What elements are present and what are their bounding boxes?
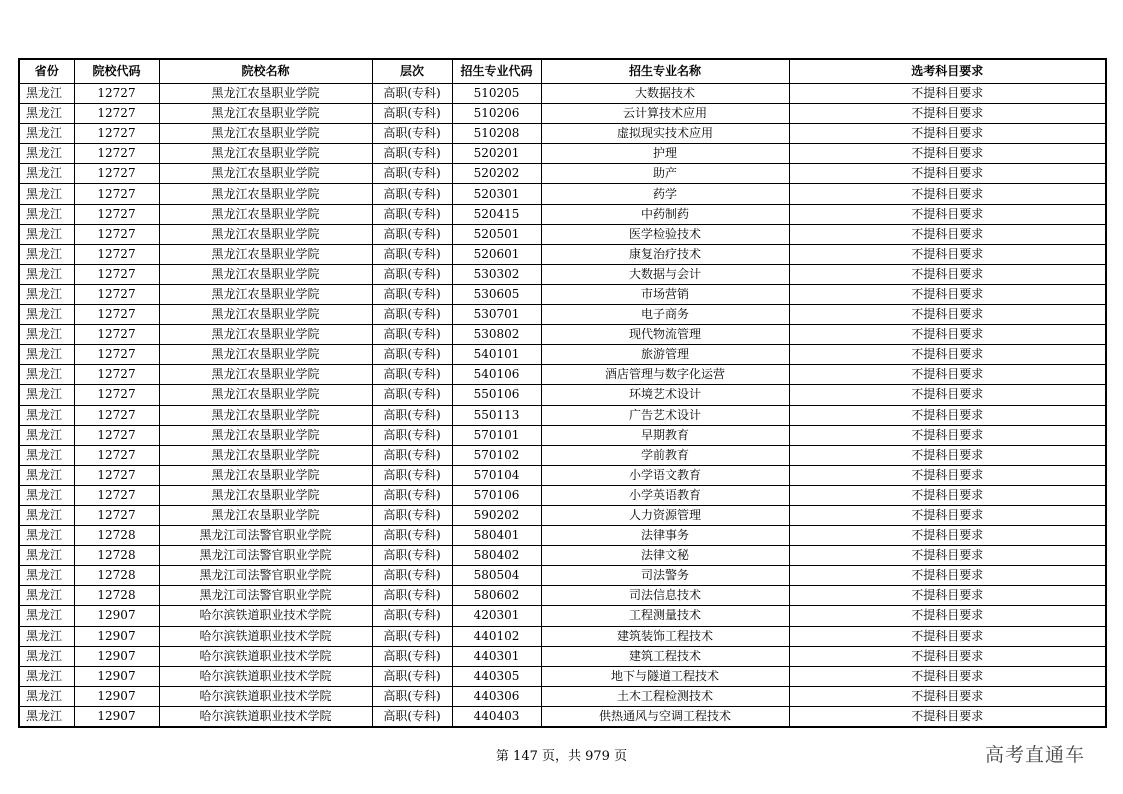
cell-subject-requirement: 不提科目要求	[789, 706, 1106, 727]
cell-school-name: 黑龙江农垦职业学院	[159, 244, 372, 264]
cell-major-code: 580504	[452, 566, 541, 586]
cell-major-code: 520501	[452, 224, 541, 244]
cell-major-name: 司法信息技术	[541, 586, 789, 606]
cell-school-name: 黑龙江农垦职业学院	[159, 144, 372, 164]
cell-major-code: 510208	[452, 124, 541, 144]
cell-level: 高职(专科)	[372, 646, 452, 666]
cell-province: 黑龙江	[19, 706, 74, 727]
cell-school-code: 12727	[74, 144, 159, 164]
cell-subject-requirement: 不提科目要求	[789, 305, 1106, 325]
cell-school-code: 12728	[74, 546, 159, 566]
cell-school-code: 12728	[74, 586, 159, 606]
cell-major-name: 护理	[541, 144, 789, 164]
cell-major-name: 广告艺术设计	[541, 405, 789, 425]
cell-school-code: 12907	[74, 646, 159, 666]
table-row	[19, 566, 1106, 586]
cell-province: 黑龙江	[19, 445, 74, 465]
cell-major-code: 530605	[452, 284, 541, 304]
cell-level: 高职(专科)	[372, 224, 452, 244]
cell-school-name: 哈尔滨铁道职业技术学院	[159, 666, 372, 686]
cell-subject-requirement: 不提科目要求	[789, 626, 1106, 646]
cell-level: 高职(专科)	[372, 264, 452, 284]
cell-level: 高职(专科)	[372, 385, 452, 405]
cell-level: 高职(专科)	[372, 526, 452, 546]
cell-level: 高职(专科)	[372, 164, 452, 184]
cell-subject-requirement: 不提科目要求	[789, 184, 1106, 204]
table-row	[19, 626, 1106, 646]
header-row	[19, 59, 1106, 84]
cell-school-code: 12727	[74, 345, 159, 365]
table-row	[19, 224, 1106, 244]
cell-school-code: 12727	[74, 84, 159, 104]
cell-province: 黑龙江	[19, 566, 74, 586]
cell-major-code: 570102	[452, 445, 541, 465]
page-number: 第 147 页，共 979 页	[495, 749, 628, 764]
cell-major-name: 大数据与会计	[541, 264, 789, 284]
cell-school-code: 12728	[74, 566, 159, 586]
cell-major-code: 440102	[452, 626, 541, 646]
cell-school-code: 12727	[74, 465, 159, 485]
table-row	[19, 144, 1106, 164]
cell-level: 高职(专科)	[372, 305, 452, 325]
cell-level: 高职(专科)	[372, 405, 452, 425]
table-row	[19, 606, 1106, 626]
cell-major-code: 570106	[452, 485, 541, 505]
cell-subject-requirement: 不提科目要求	[789, 546, 1106, 566]
cell-school-code: 12727	[74, 325, 159, 345]
cell-subject-requirement: 不提科目要求	[789, 345, 1106, 365]
cell-province: 黑龙江	[19, 244, 74, 264]
cell-subject-requirement: 不提科目要求	[789, 566, 1106, 586]
table-row	[19, 204, 1106, 224]
cell-province: 黑龙江	[19, 124, 74, 144]
cell-level: 高职(专科)	[372, 284, 452, 304]
cell-level: 高职(专科)	[372, 425, 452, 445]
cell-level: 高职(专科)	[372, 706, 452, 727]
cell-school-code: 12727	[74, 124, 159, 144]
cell-major-code: 440403	[452, 706, 541, 727]
cell-major-name: 小学英语教育	[541, 485, 789, 505]
table-row	[19, 305, 1106, 325]
cell-school-code: 12727	[74, 284, 159, 304]
cell-major-name: 建筑工程技术	[541, 646, 789, 666]
cell-school-code: 12727	[74, 164, 159, 184]
table-row	[19, 646, 1106, 666]
cell-province: 黑龙江	[19, 264, 74, 284]
cell-level: 高职(专科)	[372, 626, 452, 646]
cell-school-name: 黑龙江农垦职业学院	[159, 405, 372, 425]
cell-level: 高职(专科)	[372, 144, 452, 164]
cell-school-code: 12727	[74, 224, 159, 244]
cell-subject-requirement: 不提科目要求	[789, 84, 1106, 104]
cell-major-code: 520601	[452, 244, 541, 264]
cell-major-code: 510206	[452, 104, 541, 124]
cell-school-name: 黑龙江司法警官职业学院	[159, 566, 372, 586]
table-row	[19, 425, 1106, 445]
cell-major-code: 440305	[452, 666, 541, 686]
cell-level: 高职(专科)	[372, 104, 452, 124]
cell-subject-requirement: 不提科目要求	[789, 224, 1106, 244]
cell-major-code: 550106	[452, 385, 541, 405]
cell-school-code: 12907	[74, 606, 159, 626]
table-row	[19, 124, 1106, 144]
cell-major-code: 520202	[452, 164, 541, 184]
cell-subject-requirement: 不提科目要求	[789, 445, 1106, 465]
cell-province: 黑龙江	[19, 465, 74, 485]
cell-level: 高职(专科)	[372, 586, 452, 606]
cell-major-name: 司法警务	[541, 566, 789, 586]
cell-school-code: 12727	[74, 365, 159, 385]
cell-subject-requirement: 不提科目要求	[789, 104, 1106, 124]
cell-school-code: 12727	[74, 264, 159, 284]
cell-subject-requirement: 不提科目要求	[789, 586, 1106, 606]
cell-level: 高职(专科)	[372, 566, 452, 586]
cell-major-name: 酒店管理与数字化运营	[541, 365, 789, 385]
cell-subject-requirement: 不提科目要求	[789, 365, 1106, 385]
cell-province: 黑龙江	[19, 485, 74, 505]
header-school-name: 院校名称	[159, 59, 372, 84]
cell-school-code: 12727	[74, 184, 159, 204]
table-row	[19, 485, 1106, 505]
table-row	[19, 284, 1106, 304]
cell-school-name: 黑龙江司法警官职业学院	[159, 586, 372, 606]
cell-subject-requirement: 不提科目要求	[789, 385, 1106, 405]
table-row	[19, 586, 1106, 606]
cell-major-name: 医学检验技术	[541, 224, 789, 244]
cell-province: 黑龙江	[19, 505, 74, 525]
cell-school-name: 黑龙江农垦职业学院	[159, 164, 372, 184]
cell-province: 黑龙江	[19, 164, 74, 184]
cell-school-code: 12727	[74, 385, 159, 405]
cell-major-name: 早期教育	[541, 425, 789, 445]
cell-subject-requirement: 不提科目要求	[789, 646, 1106, 666]
table-row	[19, 244, 1106, 264]
table-row	[19, 445, 1106, 465]
cell-major-code: 550113	[452, 405, 541, 425]
cell-school-name: 黑龙江农垦职业学院	[159, 305, 372, 325]
cell-school-code: 12907	[74, 666, 159, 686]
cell-major-name: 市场营销	[541, 284, 789, 304]
cell-level: 高职(专科)	[372, 666, 452, 686]
cell-level: 高职(专科)	[372, 124, 452, 144]
cell-major-name: 法律事务	[541, 526, 789, 546]
cell-major-code: 520415	[452, 204, 541, 224]
cell-level: 高职(专科)	[372, 546, 452, 566]
cell-school-name: 哈尔滨铁道职业技术学院	[159, 626, 372, 646]
cell-major-code: 520201	[452, 144, 541, 164]
cell-subject-requirement: 不提科目要求	[789, 264, 1106, 284]
table-row	[19, 345, 1106, 365]
header-major-code: 招生专业代码	[452, 59, 541, 84]
cell-level: 高职(专科)	[372, 325, 452, 345]
cell-major-name: 小学语文教育	[541, 465, 789, 485]
table-row	[19, 385, 1106, 405]
cell-major-name: 建筑装饰工程技术	[541, 626, 789, 646]
cell-school-name: 黑龙江农垦职业学院	[159, 124, 372, 144]
cell-subject-requirement: 不提科目要求	[789, 666, 1106, 686]
cell-major-code: 570104	[452, 465, 541, 485]
cell-subject-requirement: 不提科目要求	[789, 485, 1106, 505]
cell-province: 黑龙江	[19, 646, 74, 666]
header-school-code: 院校代码	[74, 59, 159, 84]
table-row	[19, 325, 1106, 345]
cell-school-name: 黑龙江农垦职业学院	[159, 84, 372, 104]
cell-major-name: 环境艺术设计	[541, 385, 789, 405]
cell-subject-requirement: 不提科目要求	[789, 465, 1106, 485]
cell-level: 高职(专科)	[372, 485, 452, 505]
cell-major-name: 人力资源管理	[541, 505, 789, 525]
table-row	[19, 365, 1106, 385]
cell-school-name: 哈尔滨铁道职业技术学院	[159, 646, 372, 666]
cell-school-name: 黑龙江农垦职业学院	[159, 264, 372, 284]
cell-major-code: 530701	[452, 305, 541, 325]
table-row	[19, 84, 1106, 104]
cell-school-code: 12727	[74, 405, 159, 425]
cell-school-code: 12727	[74, 425, 159, 445]
cell-school-code: 12907	[74, 686, 159, 706]
cell-school-name: 黑龙江农垦职业学院	[159, 445, 372, 465]
cell-level: 高职(专科)	[372, 445, 452, 465]
cell-province: 黑龙江	[19, 526, 74, 546]
cell-province: 黑龙江	[19, 345, 74, 365]
cell-level: 高职(专科)	[372, 465, 452, 485]
cell-province: 黑龙江	[19, 385, 74, 405]
cell-level: 高职(专科)	[372, 204, 452, 224]
cell-major-code: 570101	[452, 425, 541, 445]
cell-major-name: 现代物流管理	[541, 325, 789, 345]
cell-level: 高职(专科)	[372, 84, 452, 104]
cell-major-code: 580401	[452, 526, 541, 546]
table-row	[19, 546, 1106, 566]
cell-major-code: 540101	[452, 345, 541, 365]
cell-major-code: 540106	[452, 365, 541, 385]
cell-province: 黑龙江	[19, 204, 74, 224]
cell-major-name: 云计算技术应用	[541, 104, 789, 124]
cell-province: 黑龙江	[19, 84, 74, 104]
cell-school-name: 黑龙江农垦职业学院	[159, 385, 372, 405]
cell-school-name: 黑龙江农垦职业学院	[159, 485, 372, 505]
cell-province: 黑龙江	[19, 365, 74, 385]
cell-school-name: 黑龙江司法警官职业学院	[159, 546, 372, 566]
cell-school-code: 12727	[74, 485, 159, 505]
cell-province: 黑龙江	[19, 686, 74, 706]
cell-school-code: 12727	[74, 505, 159, 525]
header-province: 省份	[19, 59, 74, 84]
watermark-logo: 高考直通车	[985, 744, 1086, 766]
cell-school-name: 哈尔滨铁道职业技术学院	[159, 606, 372, 626]
cell-school-name: 黑龙江农垦职业学院	[159, 425, 372, 445]
cell-province: 黑龙江	[19, 405, 74, 425]
cell-subject-requirement: 不提科目要求	[789, 606, 1106, 626]
cell-subject-requirement: 不提科目要求	[789, 144, 1106, 164]
cell-level: 高职(专科)	[372, 606, 452, 626]
cell-province: 黑龙江	[19, 325, 74, 345]
cell-major-code: 530302	[452, 264, 541, 284]
cell-level: 高职(专科)	[372, 686, 452, 706]
cell-level: 高职(专科)	[372, 244, 452, 264]
cell-subject-requirement: 不提科目要求	[789, 425, 1106, 445]
cell-school-code: 12727	[74, 445, 159, 465]
cell-subject-requirement: 不提科目要求	[789, 164, 1106, 184]
cell-school-name: 黑龙江农垦职业学院	[159, 184, 372, 204]
cell-major-name: 虚拟现实技术应用	[541, 124, 789, 144]
cell-level: 高职(专科)	[372, 345, 452, 365]
cell-school-name: 黑龙江司法警官职业学院	[159, 526, 372, 546]
cell-subject-requirement: 不提科目要求	[789, 244, 1106, 264]
cell-school-name: 黑龙江农垦职业学院	[159, 224, 372, 244]
cell-major-name: 中药制药	[541, 204, 789, 224]
table-row	[19, 264, 1106, 284]
table-row	[19, 465, 1106, 485]
cell-school-name: 哈尔滨铁道职业技术学院	[159, 706, 372, 727]
table-row	[19, 526, 1106, 546]
table-row	[19, 104, 1106, 124]
cell-school-code: 12728	[74, 526, 159, 546]
cell-province: 黑龙江	[19, 284, 74, 304]
table-row	[19, 164, 1106, 184]
cell-major-code: 510205	[452, 84, 541, 104]
header-subject-requirement: 选考科目要求	[789, 59, 1106, 84]
cell-major-code: 420301	[452, 606, 541, 626]
cell-subject-requirement: 不提科目要求	[789, 284, 1106, 304]
cell-province: 黑龙江	[19, 184, 74, 204]
cell-major-name: 土木工程检测技术	[541, 686, 789, 706]
header-level: 层次	[372, 59, 452, 84]
cell-subject-requirement: 不提科目要求	[789, 124, 1106, 144]
table-row	[19, 666, 1106, 686]
cell-major-code: 440301	[452, 646, 541, 666]
cell-school-code: 12727	[74, 204, 159, 224]
cell-school-name: 黑龙江农垦职业学院	[159, 345, 372, 365]
cell-province: 黑龙江	[19, 606, 74, 626]
cell-subject-requirement: 不提科目要求	[789, 686, 1106, 706]
cell-major-code: 580402	[452, 546, 541, 566]
cell-major-code: 520301	[452, 184, 541, 204]
cell-major-name: 助产	[541, 164, 789, 184]
cell-school-code: 12907	[74, 706, 159, 727]
cell-major-name: 工程测量技术	[541, 606, 789, 626]
cell-school-name: 黑龙江农垦职业学院	[159, 204, 372, 224]
cell-province: 黑龙江	[19, 144, 74, 164]
cell-major-code: 590202	[452, 505, 541, 525]
cell-major-name: 法律文秘	[541, 546, 789, 566]
cell-province: 黑龙江	[19, 104, 74, 124]
cell-subject-requirement: 不提科目要求	[789, 526, 1106, 546]
cell-school-code: 12727	[74, 104, 159, 124]
cell-level: 高职(专科)	[372, 184, 452, 204]
cell-subject-requirement: 不提科目要求	[789, 405, 1106, 425]
cell-school-name: 黑龙江农垦职业学院	[159, 284, 372, 304]
cell-school-name: 黑龙江农垦职业学院	[159, 505, 372, 525]
cell-major-code: 440306	[452, 686, 541, 706]
cell-school-code: 12727	[74, 305, 159, 325]
cell-school-name: 黑龙江农垦职业学院	[159, 325, 372, 345]
admissions-table	[18, 58, 1107, 728]
cell-subject-requirement: 不提科目要求	[789, 505, 1106, 525]
cell-school-name: 黑龙江农垦职业学院	[159, 104, 372, 124]
cell-school-name: 哈尔滨铁道职业技术学院	[159, 686, 372, 706]
table-row	[19, 505, 1106, 525]
header-major-name: 招生专业名称	[541, 59, 789, 84]
cell-level: 高职(专科)	[372, 365, 452, 385]
table-row	[19, 184, 1106, 204]
table-row	[19, 706, 1106, 727]
cell-school-name: 黑龙江农垦职业学院	[159, 365, 372, 385]
cell-major-name: 供热通风与空调工程技术	[541, 706, 789, 727]
cell-subject-requirement: 不提科目要求	[789, 204, 1106, 224]
cell-major-name: 大数据技术	[541, 84, 789, 104]
cell-province: 黑龙江	[19, 425, 74, 445]
cell-major-name: 旅游管理	[541, 345, 789, 365]
cell-subject-requirement: 不提科目要求	[789, 325, 1106, 345]
cell-province: 黑龙江	[19, 626, 74, 646]
cell-major-name: 康复治疗技术	[541, 244, 789, 264]
cell-province: 黑龙江	[19, 305, 74, 325]
table-row	[19, 405, 1106, 425]
cell-major-code: 580602	[452, 586, 541, 606]
cell-major-name: 药学	[541, 184, 789, 204]
cell-province: 黑龙江	[19, 586, 74, 606]
cell-major-code: 530802	[452, 325, 541, 345]
cell-school-code: 12907	[74, 626, 159, 646]
cell-school-name: 黑龙江农垦职业学院	[159, 465, 372, 485]
cell-major-name: 地下与隧道工程技术	[541, 666, 789, 686]
cell-province: 黑龙江	[19, 666, 74, 686]
cell-major-name: 学前教育	[541, 445, 789, 465]
cell-province: 黑龙江	[19, 546, 74, 566]
cell-level: 高职(专科)	[372, 505, 452, 525]
cell-major-name: 电子商务	[541, 305, 789, 325]
cell-province: 黑龙江	[19, 224, 74, 244]
table-row	[19, 686, 1106, 706]
cell-school-code: 12727	[74, 244, 159, 264]
